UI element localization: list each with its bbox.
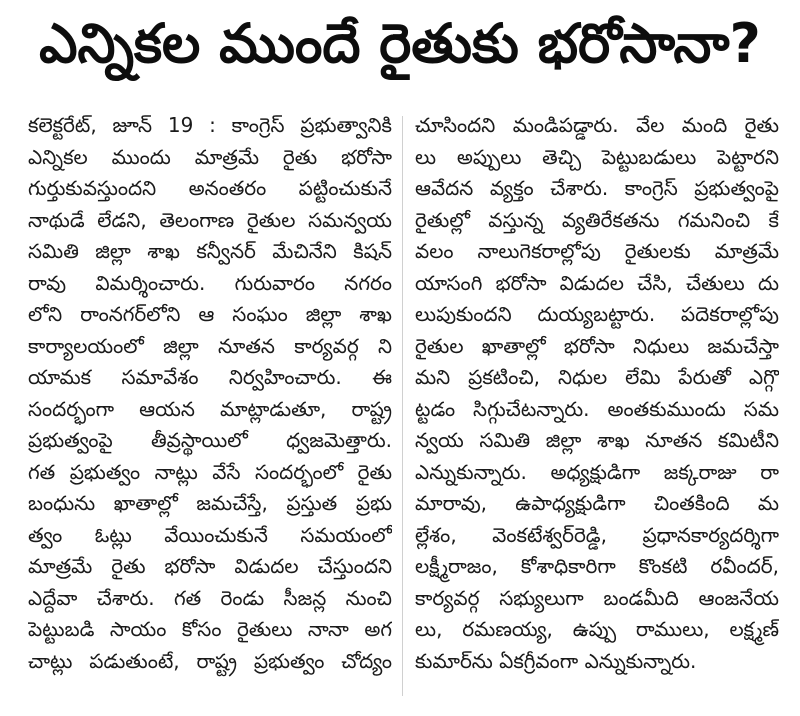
article-line: ట్టడం సిగ్గుచేటన్నారు. అంతకుముందు సమ: [415, 396, 779, 421]
article-line: సమితి జిల్లా శాఖ కన్వీనర్‌ మేచినేని కిషన్‌: [28, 239, 392, 263]
article-line: లోని రాంనగర్‌లోని ఆ సంఘం జిల్లా శాఖ: [28, 302, 392, 326]
article-line: రైతుల ఖాతాల్లో భరోసా నిధులు జమచేస్తా: [415, 333, 779, 358]
article-line: ప్రభుత్వంపై తీవ్రస్థాయిలో ధ్వజమెత్తారు.: [28, 428, 392, 452]
article-line: మాత్రమే రైతు భరోసా విడుదల చేస్తుందని: [28, 554, 392, 578]
article-line: వలం నాలుగెకరాల్లోపు రైతులకు మాత్రమే: [415, 239, 779, 263]
article-line: ఎన్నుకున్నారు. అధ్యక్షుడిగా జక్కరాజు రా: [415, 459, 779, 484]
headline: ఎన్నికల ముందే రైతుకు భరోసానా?: [39, 11, 761, 75]
article-line: మారావు, ఉపాధ్యక్షుడిగా చింతకింది మ: [415, 491, 779, 515]
article-line: పెట్టుబడి సాయం కోసం రైతులు నానా అగ: [28, 617, 392, 641]
article-line: కలెక్టరేట్‌, జూన్‌ 19 : కాంగ్రెస్‌ ప్రభుత్వానికి: [28, 113, 392, 137]
article-line: బంధును ఖాతాల్లో జమచేస్తే, ప్రస్తుత ప్రభు: [28, 491, 392, 515]
article-line: లు అప్పులు తెచ్చి పెట్టుబడులు పెట్టారని: [415, 144, 779, 169]
article-line: కార్యవర్గ సభ్యులుగా బండమీది ఆంజనేయ: [415, 585, 779, 610]
article-line: మని ప్రకటించి, నిధుల లేమి పేరుతో ఎగ్గొ: [415, 365, 779, 389]
article-line: ల్లేశం, వెంకటేశ్వర్‌రెడ్డి, ప్రధానకార్యదర్శిగా: [415, 522, 779, 547]
article-line: యాసంగి భరోసా విడుదల చేసి, చేతులు దు: [415, 270, 779, 295]
article-line: త్వం ఓట్లు వేయించుకునే సమయంలో: [28, 522, 392, 547]
article-line: న్వయ సమితి జిల్లా శాఖ నూతన కమిటీని: [415, 428, 779, 452]
article-column-right: [415, 110, 779, 677]
article-line: ఎన్నికల ముందు మాత్రమే రైతు భరోసా: [28, 144, 392, 169]
column-divider: [402, 116, 403, 696]
article-line: యామక సమావేశం నిర్వహించారు. ఈ: [28, 365, 392, 389]
article-line: లక్ష్మీరాజం, కోశాధికారిగా కొంకటి రవీందర్‌,: [415, 554, 779, 578]
article-line: నాథుడే లేడని, తెలంగాణ రైతుల సమన్వయ: [28, 207, 392, 232]
article-column-left: [28, 110, 392, 677]
article-line: కార్యాలయంలో జిల్లా నూతన కార్యవర్గ ని: [28, 333, 392, 358]
article-line: లుపుకుందని దుయ్యబట్టారు. పదెకరాల్లోపు: [415, 302, 779, 326]
article-line: లు, రమణయ్య, ఉప్పు రాములు, లక్ష్మణ్‌: [415, 617, 779, 641]
article-line: ఎద్దేవా చేశారు. గత రెండు సీజన్ల నుంచి: [28, 585, 392, 610]
article-line: కుమార్‌ను ఏకగ్రీవంగా ఎన్నుకున్నారు.: [415, 648, 697, 673]
article-line: సందర్భంగా ఆయన మాట్లాడుతూ, రాష్ట్ర: [28, 396, 392, 421]
article-line: గత ప్రభుత్వం నాట్లు వేసే సందర్భంలో రైతు: [28, 459, 392, 484]
article-line: రావు విమర్శించారు. గురువారం నగరం: [28, 270, 392, 295]
article-line: చూసిందని మండిపడ్డారు. వేల మంది రైతు: [415, 113, 779, 137]
article-line: గుర్తుకువస్తుందని అనంతరం పట్టించుకునే: [28, 176, 392, 200]
article-line: ఆవేదన వ్యక్తం చేశారు. కాంగ్రెస్‌ ప్రభుత్వంపై: [415, 176, 779, 200]
article-line: చాట్లు పడుతుంటే, రాష్ట్ర ప్రభుత్వం చోద్యం: [28, 648, 392, 673]
article-line: రైతుల్లో వస్తున్న వ్యతిరేకతను గమనించి కే: [415, 207, 779, 232]
